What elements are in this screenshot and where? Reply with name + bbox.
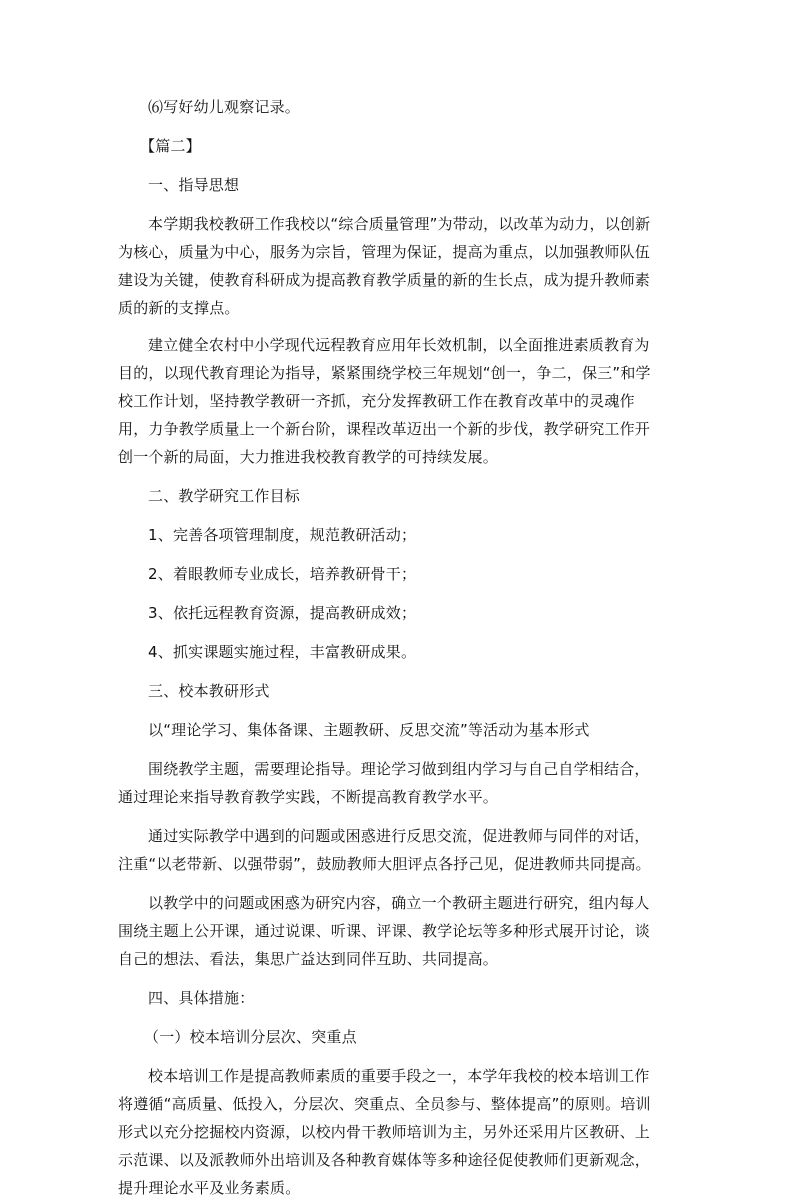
section-4-paragraph-1: 校本培训工作是提高教师素质的重要手段之一，本学年我校的校本培训工作将遵循“高质量、低投入，分层次、突重点、全员参与、整体提高”的原则。培训形式以充分挖掘校内资源，以校内骨干教师培训为主，另外还采用片区教研、上示范课、以及派教师外出培训及各种教育媒体等多种途径促使教师们更新观念，提升理论水平及业务素质。	[118, 1067, 651, 1197]
section-3-paragraph-4: 以教学中的问题或困惑为研究内容，确立一个教研主题进行研究，组内每人围绕主题上公开课，通过说课、听课、评课、教学论坛等多种形式展开讨论，谈自己的想法、看法，集思广益达到同伴互助、共同提高。	[118, 894, 651, 968]
goal-item-3: 3、依托远程教育资源，提高教研成效；	[148, 604, 417, 622]
goal-item-4: 4、抓实课题实施过程，丰富教研成果。	[148, 643, 417, 661]
part-title: 【篇二】	[140, 137, 201, 155]
intro-item: ⑹写好幼儿观察记录。	[148, 98, 301, 116]
section-3-paragraph-3: 通过实际教学中遇到的问题或困惑进行反思交流，促进教师与同伴的对话，注重“以老带新、以强带弱”，鼓励教师大胆评点各抒己见，促进教师共同提高。	[118, 827, 651, 873]
goal-item-2: 2、着眼教师专业成长，培养教研骨干；	[148, 565, 417, 583]
section-4-heading: 四、具体措施：	[148, 989, 255, 1007]
section-1-paragraph-2: 建立健全农村中小学现代远程教育应用年长效机制，以全面推进素质教育为目的，以现代教育理论为指导，紧紧围绕学校三年规划“创一，争二，保三”和学校工作计划，坚持教学教研一齐抓，充分发挥教研工作在教育改革中的灵魂作用，力争教学质量上一个新台阶，课程改革迈出一个新的步伐，教学研究工作开创一个新的局面，大力推进我校教育教学的可持续发展。	[118, 336, 651, 466]
section-3-paragraph-2: 围绕教学主题，需要理论指导。理论学习做到组内学习与自己自学相结合，通过理论来指导教育教学实践，不断提高教育教学水平。	[118, 760, 650, 806]
goal-item-1: 1、完善各项管理制度，规范教研活动；	[148, 526, 417, 544]
section-3-paragraph-1: 以“理论学习、集体备课、主题教研、反思交流”等活动为基本形式	[148, 721, 590, 739]
document-body	[118, 93, 662, 1202]
section-1-heading: 一、指导思想	[148, 176, 240, 194]
section-2-heading: 二、教学研究工作目标	[148, 487, 301, 505]
section-3-heading: 三、校本教研形式	[148, 682, 270, 700]
section-1-paragraph-1: 本学期我校教研工作我校以“综合质量管理”为带动，以改革为动力，以创新为核心，质量为中心，服务为宗旨，管理为保证，提高为重点，以加强教师队伍建设为关键，使教育科研成为提高教育教学质量的新的生长点，成为提升教师素质的新的支撑点。	[118, 215, 651, 317]
section-4-subheading-1: （一）校本培训分层次、突重点	[144, 1028, 357, 1046]
